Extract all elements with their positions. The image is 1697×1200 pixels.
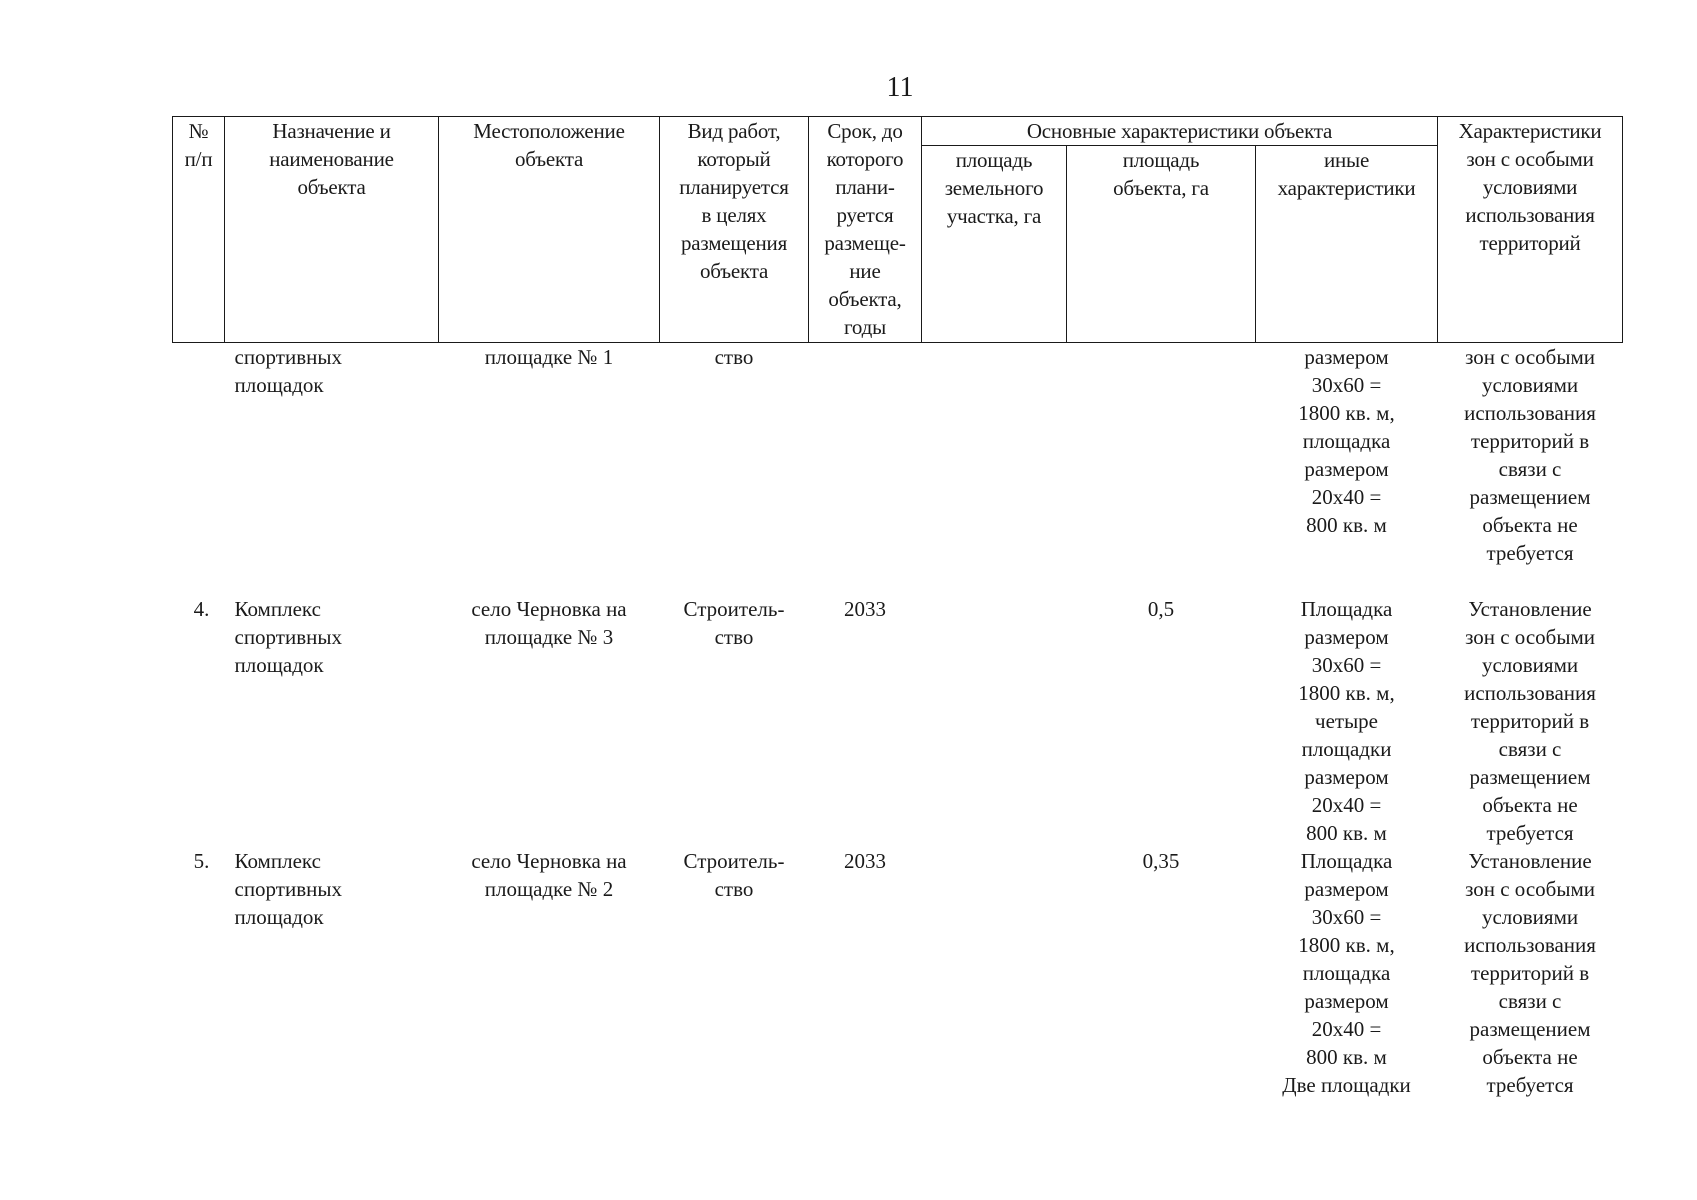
table-header xyxy=(173,117,1623,343)
row-work-type: Строитель- ство xyxy=(683,849,785,901)
row-deadline: 2033 xyxy=(844,597,886,621)
row-name: спортивных площадок xyxy=(234,345,342,397)
table-row xyxy=(173,847,1623,1099)
row-name: Комплекс спортивных площадок xyxy=(234,849,342,929)
header-name: Назначение и наименование объекта xyxy=(225,117,439,343)
header-object-area: площадь объекта, га xyxy=(1067,146,1256,343)
header-zones: Характеристики зон с особыми условиями использования территорий xyxy=(1438,117,1623,343)
row-object-area xyxy=(1067,343,1256,596)
row-zones: Установление зон с особыми условиями использования территорий в связи с размещением объекта не требуется xyxy=(1464,597,1596,845)
row-deadline: 2033 xyxy=(844,849,886,873)
header-main-characteristics: Основные характеристики объекта xyxy=(922,117,1438,146)
row-land-area xyxy=(922,847,1067,1099)
row-num: 4. xyxy=(193,597,210,621)
row-work-type: Строитель- ство xyxy=(683,597,785,649)
row-location: площадке № 1 xyxy=(484,345,614,369)
row-other: Площадка размером 30х60 = 1800 кв. м, площадка размером 20х40 = 800 кв. м Две площадки xyxy=(1282,849,1411,1097)
row-zones: зон с особыми условиями использования территорий в связи с размещением объекта не требуется xyxy=(1464,345,1596,565)
row-deadline xyxy=(809,343,922,596)
row-object-area: 0,35 xyxy=(1142,849,1180,873)
row-zones: Установление зон с особыми условиями использования территорий в связи с размещением объекта не требуется xyxy=(1464,849,1596,1097)
header-deadline: Срок, до которого плани- руется размеще- ние объекта, годы xyxy=(809,117,922,343)
header-other: иные характеристики xyxy=(1256,146,1438,343)
row-land-area xyxy=(922,595,1067,847)
header-land-area: площадь земельного участка, га xyxy=(922,146,1067,343)
table-row xyxy=(173,595,1623,847)
planned-objects-table xyxy=(172,116,1623,1099)
row-num xyxy=(173,343,225,596)
header-work-type: Вид работ, который планируется в целях размещения объекта xyxy=(660,117,809,343)
header-num: № п/п xyxy=(173,117,225,343)
row-num: 5. xyxy=(193,849,210,873)
row-work-type: ство xyxy=(714,345,754,369)
row-name: Комплекс спортивных площадок xyxy=(234,597,342,677)
table-row xyxy=(173,343,1623,596)
row-other: размером 30х60 = 1800 кв. м, площадка размером 20х40 = 800 кв. м xyxy=(1298,345,1395,537)
row-location: село Черновка на площадке № 2 xyxy=(471,849,627,901)
row-land-area xyxy=(922,343,1067,596)
row-object-area: 0,5 xyxy=(1147,597,1175,621)
row-location: село Черновка на площадке № 3 xyxy=(471,597,627,649)
page-number: 11 xyxy=(886,72,914,103)
header-location: Местоположение объекта xyxy=(439,117,660,343)
row-other: Площадка размером 30х60 = 1800 кв. м, четыре площадки размером 20х40 = 800 кв. м xyxy=(1298,597,1395,845)
